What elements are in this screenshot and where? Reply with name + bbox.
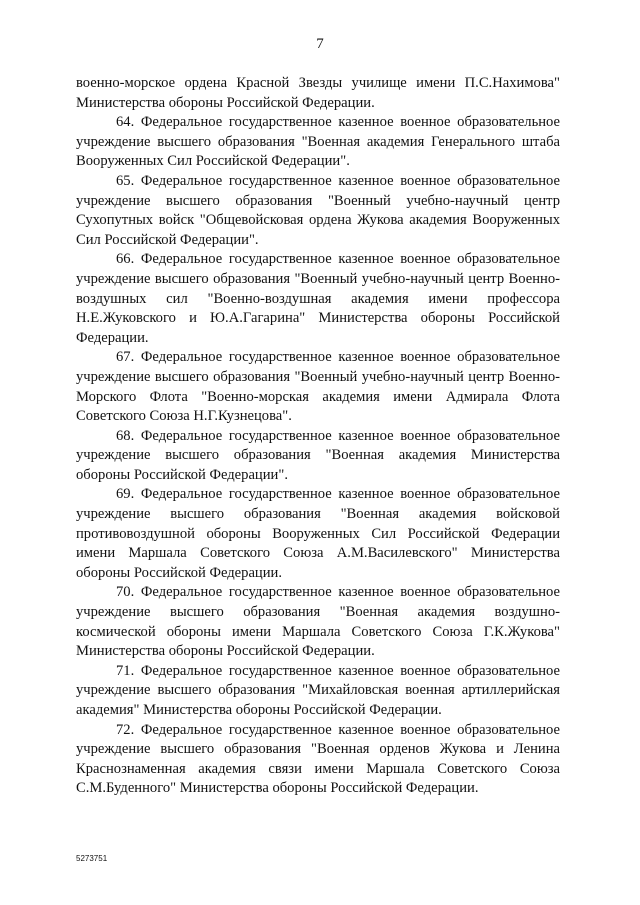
paragraph-item-71: 71. Федеральное государственное казенное военное образовательное учреждение высшего образования "Михайловская военная артиллерийская академия" Министерства обороны Российской Федерации. (76, 662, 560, 718)
paragraph-item-65: 65. Федеральное государственное казенное военное образовательное учреждение высшего образования "Военный учебно-научный центр Сухопутных войск "Общевойсковая ордена Жукова академия Вооруженных Сил Российской Федерации". (76, 172, 560, 248)
paragraph-item-67: 67. Федеральное государственное казенное военное образовательное учреждение высшего образования "Военный учебно-научный центр Военно-Морского Флота "Военно-морская академия имени Адмирала Флота Советского Союза Н.Г.Кузнецова". (76, 349, 560, 425)
document-code: 5273751 (76, 854, 108, 863)
paragraph-continuation: военно-морское ордена Красной Звезды училище имени П.С.Нахимова" Министерства обороны Российской Федерации. (76, 75, 560, 111)
paragraph-item-72: 72. Федеральное государственное казенное военное образовательное учреждение высшего образования "Военная орденов Жукова и Ленина Краснознаменная академия связи имени Маршала Советского Союза С.М.Буденного" Министерства обороны Российской Федерации. (76, 721, 560, 797)
paragraph-item-66: 66. Федеральное государственное казенное военное образовательное учреждение высшего образования "Военный учебно-научный центр Военно-воздушных сил "Военно-воздушная академия имени профессора Н.Е.Жуковского и Ю.А.Гагарина" Министерства обороны Российской Федерации. (76, 251, 560, 346)
paragraph-item-69: 69. Федеральное государственное казенное военное образовательное учреждение высшего образования "Военная академия войсковой противовоздушной обороны Вооруженных Сил Российской Федерации имени Маршала Советского Союза А.М.Василевского" Министерства обороны Российской Федерации. (76, 486, 560, 581)
page-number: 7 (316, 36, 324, 52)
paragraph-item-70: 70. Федеральное государственное казенное военное образовательное учреждение высшего образования "Военная академия воздушно-космической обороны имени Маршала Советского Союза Г.К.Жукова" Министерства обороны Российской Федерации. (76, 584, 560, 660)
document-body (76, 74, 560, 799)
paragraph-item-64: 64. Федеральное государственное казенное военное образовательное учреждение высшего образования "Военная академия Генерального штаба Вооруженных Сил Российской Федерации". (76, 114, 560, 170)
paragraph-item-68: 68. Федеральное государственное казенное военное образовательное учреждение высшего образования "Военная академия Министерства обороны Российской Федерации". (76, 427, 560, 483)
